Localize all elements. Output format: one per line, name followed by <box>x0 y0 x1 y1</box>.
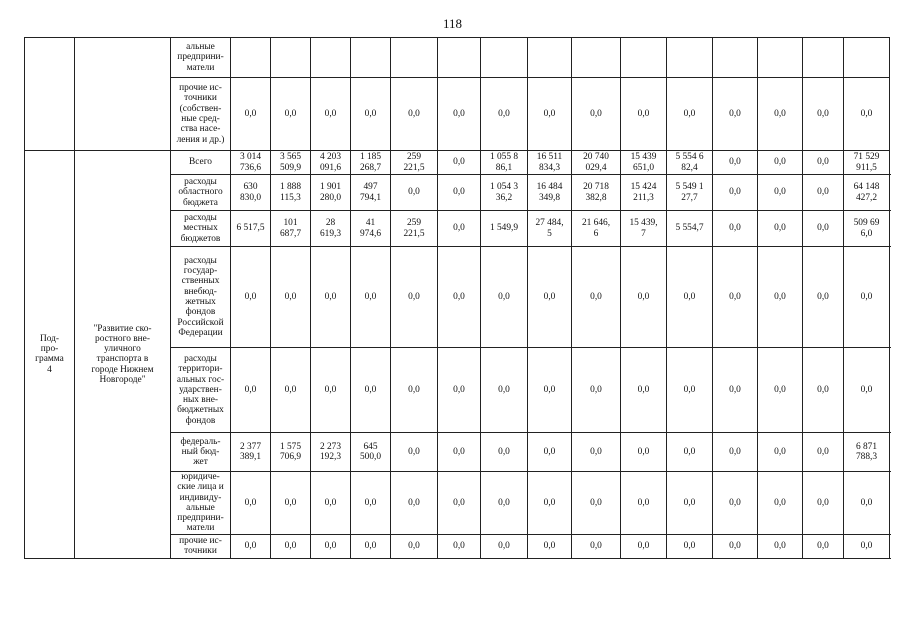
value-cell: 1 549,9 <box>481 211 528 247</box>
value-cell: 0,0 <box>713 247 758 348</box>
value-cell: 6 871 788,3 <box>844 433 890 472</box>
value-cell <box>391 38 438 78</box>
value-cell: 0,0 <box>311 78 351 151</box>
value-cell: 0,0 <box>758 348 803 433</box>
value-cell: 0,0 <box>667 247 713 348</box>
value-cell: 3 014 736,6 <box>231 151 271 175</box>
value-cell: 0,0 <box>528 348 572 433</box>
value-cell: 0,0 <box>621 472 667 535</box>
value-cell: 0,0 <box>713 211 758 247</box>
value-cell: 0,0 <box>621 78 667 151</box>
value-cell: 0,0 <box>803 151 844 175</box>
value-cell: 0,0 <box>231 472 271 535</box>
value-cell: 0,0 <box>311 534 351 558</box>
value-cell: 0,0 <box>758 534 803 558</box>
value-cell: 71 529 911,5 <box>844 151 890 175</box>
value-cell: 0,0 <box>231 247 271 348</box>
value-cell: 15 439, 7 <box>621 211 667 247</box>
value-cell <box>803 38 844 78</box>
funding-source-cell: Всего <box>171 151 231 175</box>
value-cell: 0,0 <box>528 247 572 348</box>
value-cell: 0,0 <box>572 534 621 558</box>
funding-source-cell: расходы областного бюджета <box>171 175 231 211</box>
value-cell <box>351 38 391 78</box>
value-cell: 1 055 8 86,1 <box>481 151 528 175</box>
value-cell: 0,0 <box>351 78 391 151</box>
value-cell: 0,0 <box>713 472 758 535</box>
value-cell: 6 517,5 <box>231 211 271 247</box>
value-cell: 1 575 706,9 <box>271 433 311 472</box>
value-cell: 0,0 <box>438 348 481 433</box>
value-cell: 0,0 <box>803 175 844 211</box>
value-cell: 0,0 <box>758 472 803 535</box>
value-cell: 0,0 <box>572 78 621 151</box>
value-cell <box>621 38 667 78</box>
funding-source-cell: федераль- ный бюд- жет <box>171 433 231 472</box>
value-cell: 0,0 <box>713 78 758 151</box>
value-cell: 0,0 <box>271 348 311 433</box>
value-cell: 0,0 <box>758 175 803 211</box>
value-cell: 0,0 <box>713 348 758 433</box>
value-cell: 0,0 <box>481 247 528 348</box>
subprogram-name: "Развитие ско- ростного вне- уличного транспорта в городе Нижнем Новгороде" <box>75 151 171 559</box>
value-cell: 0,0 <box>438 472 481 535</box>
value-cell: 0,0 <box>438 211 481 247</box>
value-cell <box>528 38 572 78</box>
value-cell: 0,0 <box>438 151 481 175</box>
value-cell: 0,0 <box>528 534 572 558</box>
value-cell: 0,0 <box>231 534 271 558</box>
value-cell: 0,0 <box>572 433 621 472</box>
value-cell: 20 718 382,8 <box>572 175 621 211</box>
value-cell: 0,0 <box>758 433 803 472</box>
value-cell: 0,0 <box>572 247 621 348</box>
value-cell: 21 646, 6 <box>572 211 621 247</box>
value-cell: 0,0 <box>231 78 271 151</box>
value-cell <box>844 38 890 78</box>
value-cell: 1 054 3 36,2 <box>481 175 528 211</box>
value-cell: 5 554 6 82,4 <box>667 151 713 175</box>
value-cell: 2 273 192,3 <box>311 433 351 472</box>
value-cell <box>311 38 351 78</box>
value-cell: 0,0 <box>758 151 803 175</box>
value-cell: 0,0 <box>803 78 844 151</box>
value-cell: 0,0 <box>572 348 621 433</box>
value-cell: 0,0 <box>271 78 311 151</box>
value-cell: 0,0 <box>713 175 758 211</box>
value-cell: 15 439 651,0 <box>621 151 667 175</box>
value-cell: 497 794,1 <box>351 175 391 211</box>
value-cell: 0,0 <box>351 247 391 348</box>
value-cell: 1 901 280,0 <box>311 175 351 211</box>
value-cell: 0,0 <box>803 211 844 247</box>
value-cell: 0,0 <box>481 348 528 433</box>
funding-source-cell: расходы местных бюджетов <box>171 211 231 247</box>
funding-source-cell: прочие ис- точники <box>171 534 231 558</box>
value-cell: 0,0 <box>803 534 844 558</box>
value-cell: 0,0 <box>528 78 572 151</box>
value-cell: 0,0 <box>438 433 481 472</box>
value-cell: 0,0 <box>758 211 803 247</box>
value-cell: 0,0 <box>667 348 713 433</box>
value-cell: 0,0 <box>621 534 667 558</box>
value-cell: 509 69 6,0 <box>844 211 890 247</box>
value-cell: 0,0 <box>481 534 528 558</box>
page-number: 118 <box>442 16 463 31</box>
value-cell: 0,0 <box>481 433 528 472</box>
value-cell: 0,0 <box>481 472 528 535</box>
table-row <box>25 38 890 78</box>
value-cell: 0,0 <box>713 151 758 175</box>
value-cell: 41 974,6 <box>351 211 391 247</box>
value-cell <box>271 38 311 78</box>
value-cell: 630 830,0 <box>231 175 271 211</box>
value-cell: 0,0 <box>572 472 621 535</box>
value-cell: 5 549 1 27,7 <box>667 175 713 211</box>
value-cell: 0,0 <box>391 472 438 535</box>
value-cell: 645 500,0 <box>351 433 391 472</box>
value-cell: 0,0 <box>528 472 572 535</box>
value-cell: 0,0 <box>311 348 351 433</box>
value-cell: 0,0 <box>803 433 844 472</box>
value-cell: 2 377 389,1 <box>231 433 271 472</box>
value-cell: 0,0 <box>803 247 844 348</box>
value-cell: 0,0 <box>391 247 438 348</box>
value-cell: 0,0 <box>351 534 391 558</box>
value-cell: 0,0 <box>391 175 438 211</box>
funding-source-cell: расходы государ- ственных внебюд- жетных фондов Российской Федерации <box>171 247 231 348</box>
value-cell: 259 221,5 <box>391 151 438 175</box>
value-cell <box>758 38 803 78</box>
value-cell: 0,0 <box>758 78 803 151</box>
funding-source-cell: юридиче- ские лица и индивиду- альные предприни- матели <box>171 472 231 535</box>
value-cell: 0,0 <box>844 472 890 535</box>
value-cell: 0,0 <box>391 534 438 558</box>
value-cell: 0,0 <box>844 78 890 151</box>
value-cell: 0,0 <box>667 534 713 558</box>
value-cell: 0,0 <box>438 175 481 211</box>
value-cell <box>572 38 621 78</box>
subprogram-label: Под- про- грамма 4 <box>25 151 75 559</box>
value-cell: 0,0 <box>438 78 481 151</box>
value-cell: 0,0 <box>667 78 713 151</box>
value-cell: 1 185 268,7 <box>351 151 391 175</box>
value-cell: 27 484, 5 <box>528 211 572 247</box>
value-cell: 28 619,3 <box>311 211 351 247</box>
value-cell: 0,0 <box>438 247 481 348</box>
value-cell: 0,0 <box>803 472 844 535</box>
value-cell: 16 511 834,3 <box>528 151 572 175</box>
program-name-cell <box>75 38 171 151</box>
budget-table <box>24 37 890 559</box>
value-cell: 0,0 <box>713 433 758 472</box>
value-cell <box>667 38 713 78</box>
funding-source-cell: расходы территори- альных гос- ударствен- ных вне- бюджетных фондов <box>171 348 231 433</box>
value-cell: 0,0 <box>391 433 438 472</box>
value-cell: 0,0 <box>528 433 572 472</box>
value-cell: 20 740 029,4 <box>572 151 621 175</box>
value-cell: 0,0 <box>438 534 481 558</box>
value-cell: 0,0 <box>621 247 667 348</box>
value-cell: 0,0 <box>271 247 311 348</box>
value-cell: 0,0 <box>391 348 438 433</box>
value-cell <box>231 38 271 78</box>
value-cell <box>481 38 528 78</box>
value-cell <box>713 38 758 78</box>
value-cell: 0,0 <box>351 472 391 535</box>
value-cell: 5 554,7 <box>667 211 713 247</box>
funding-source-cell: прочие ис- точники (собствен- ные сред- ства насе- ления и др.) <box>171 78 231 151</box>
value-cell <box>438 38 481 78</box>
value-cell: 0,0 <box>667 472 713 535</box>
value-cell: 0,0 <box>481 78 528 151</box>
value-cell: 0,0 <box>391 78 438 151</box>
value-cell: 4 203 091,6 <box>311 151 351 175</box>
value-cell: 0,0 <box>311 472 351 535</box>
value-cell: 3 565 509,9 <box>271 151 311 175</box>
value-cell: 16 484 349,8 <box>528 175 572 211</box>
value-cell: 64 148 427,2 <box>844 175 890 211</box>
value-cell: 0,0 <box>667 433 713 472</box>
value-cell: 0,0 <box>351 348 391 433</box>
value-cell: 0,0 <box>844 247 890 348</box>
program-label-cell <box>25 38 75 151</box>
value-cell: 0,0 <box>758 247 803 348</box>
value-cell: 0,0 <box>621 433 667 472</box>
value-cell: 0,0 <box>621 348 667 433</box>
value-cell: 0,0 <box>844 534 890 558</box>
value-cell: 0,0 <box>713 534 758 558</box>
value-cell: 0,0 <box>311 247 351 348</box>
value-cell: 0,0 <box>271 472 311 535</box>
table-row <box>25 151 890 175</box>
funding-source-cell: альные предприни- матели <box>171 38 231 78</box>
value-cell: 0,0 <box>844 348 890 433</box>
value-cell: 1 888 115,3 <box>271 175 311 211</box>
value-cell: 0,0 <box>231 348 271 433</box>
value-cell: 0,0 <box>271 534 311 558</box>
value-cell: 259 221,5 <box>391 211 438 247</box>
value-cell: 101 687,7 <box>271 211 311 247</box>
value-cell: 0,0 <box>803 348 844 433</box>
value-cell: 15 424 211,3 <box>621 175 667 211</box>
